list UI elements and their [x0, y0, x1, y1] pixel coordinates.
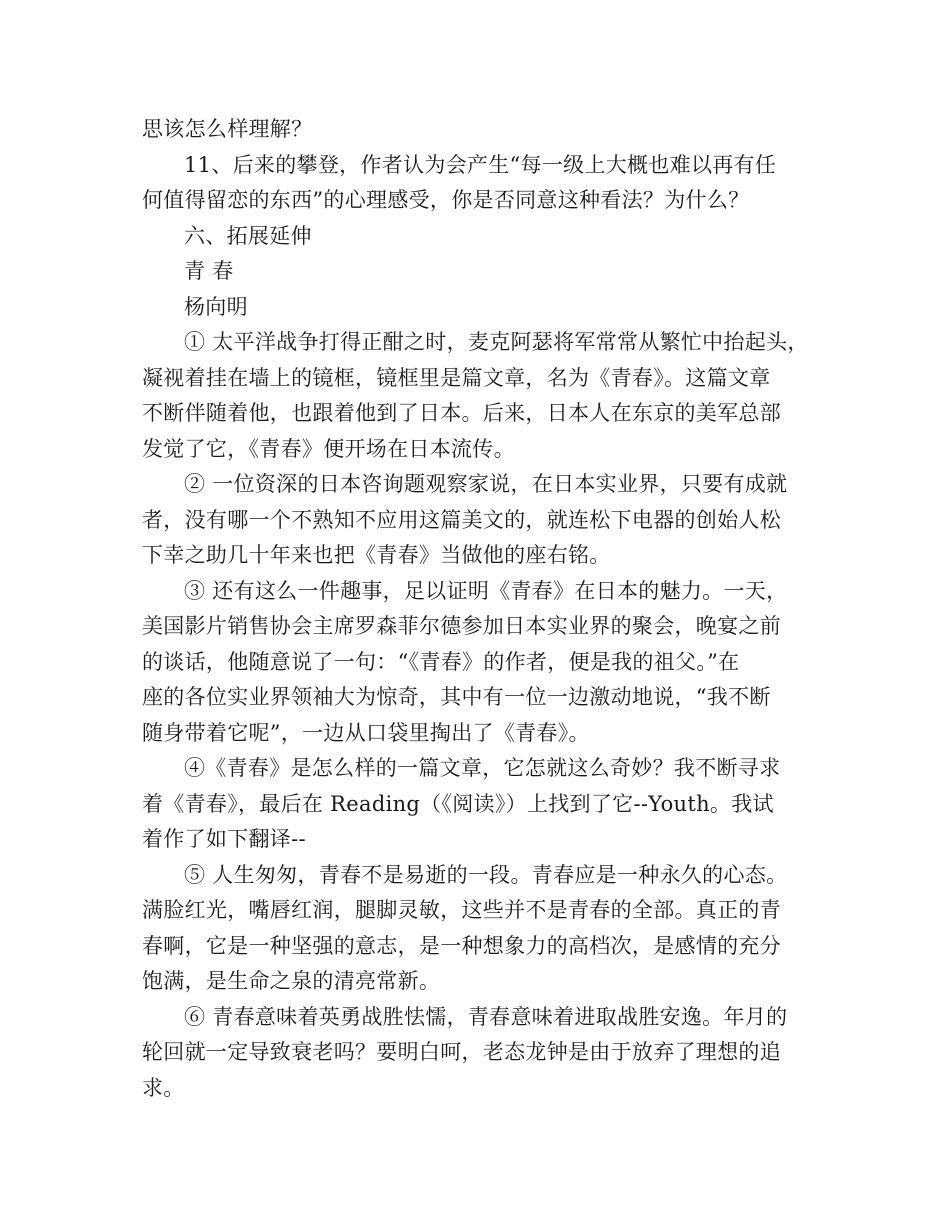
text-line: 美国影片销售协会主席罗森菲尔德参加日本实业界的聚会，晚宴之前 [142, 614, 781, 638]
text-line: ④《青春》是怎么样的一篇文章，它怎就这么奇妙？我不断寻求 [184, 756, 781, 780]
text-line: 饱满，是生命之泉的清亮常新。 [142, 969, 441, 993]
text-line: 求。 [142, 1075, 185, 1100]
text-line: 者，没有哪一个不熟知不应用这篇美文的，就连松下电器的创始人松 [142, 507, 781, 532]
text-line: 发觉了它，《青春》便开场在日本流传。 [142, 436, 515, 461]
text-line: ⑥ 青春意味着英勇战胜怯懦，青春意味着进取战胜安逸。年月的 [184, 1004, 788, 1029]
text-line: 11、后来的攀登，作者认为会产生“每一级上大概也难以再有任 [184, 152, 777, 177]
text-line: 凝视着挂在墙上的镜框，镜框里是篇文章，名为《青春》。这篇文章 [142, 365, 771, 390]
text-line: 随身带着它呢”，一边从口袋里掏出了《青春》。 [142, 720, 590, 745]
text-line: 着《青春》，最后在 Reading（《阅读》）上找到了它--Youth。我试 [142, 791, 774, 816]
text-line: ② 一位资深的日本咨询题观察家说，在日本实业界，只要有成就 [184, 472, 788, 496]
text-line: 座的各位实业界领袖大为惊奇，其中有一位一边激动地说，“我不断 [142, 685, 771, 709]
article-author: 杨向明 [184, 294, 248, 319]
text-line: 着作了如下翻译-- [142, 827, 306, 851]
text-line: 春啊，它是一种坚强的意志，是一种想象力的高档次，是感情的充分 [142, 933, 781, 958]
article-title: 青 春 [184, 259, 234, 283]
text-line: 下幸之助几十年来也把《青春》当做他的座右铭。 [142, 543, 611, 567]
text-line: ⑤ 人生匆匆，青春不是易逝的一段。青春应是一种永久的心态。 [184, 862, 788, 887]
text-line: 何值得留恋的东西”的心理感受，你是否同意这种看法？为什么？ [142, 188, 750, 212]
document-body [142, 112, 830, 1106]
text-line: 不断伴随着他，也跟着他到了日本。后来，日本人在东京的美军总部 [142, 401, 781, 425]
section-heading: 六、拓展延伸 [184, 223, 312, 248]
text-line: 满脸红光，嘴唇红润，腿脚灵敏，这些并不是青春的全部。真正的青 [142, 898, 781, 922]
text-line: 的谈话，他随意说了一句：“《青春》的作者，便是我的祖父。”在 [142, 649, 740, 674]
text-line: ③ 还有这么一件趣事，足以证明《青春》在日本的魅力。一天， [184, 578, 788, 603]
text-line: 轮回就一定导致衰老吗？要明白呵，老态龙钟是由于放弃了理想的追 [142, 1040, 781, 1064]
text-line: ① 太平洋战争打得正酣之时，麦克阿瑟将军常常从繁忙中抬起头， [184, 330, 809, 354]
text-line: 思该怎么样理解？ [142, 117, 313, 141]
